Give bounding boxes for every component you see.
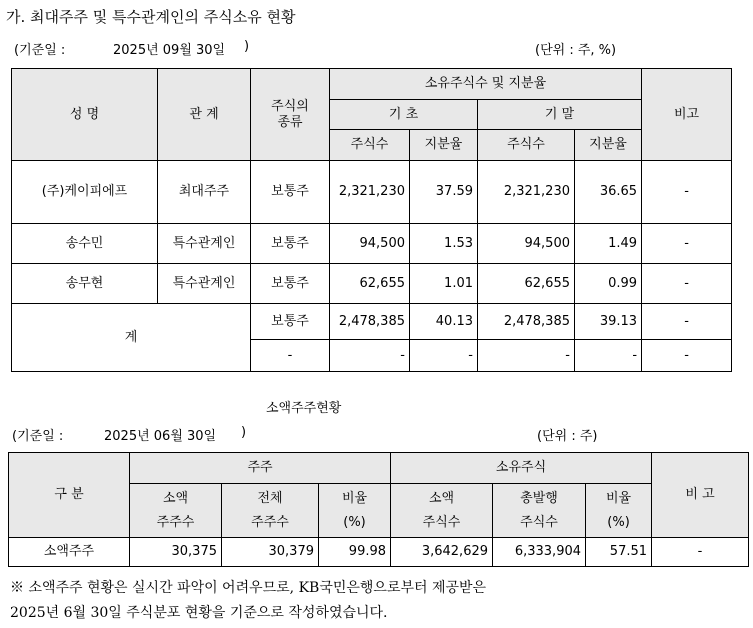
header-begin-shares: 주식수 [330, 130, 410, 161]
cell-note: - [642, 304, 732, 340]
base-date-label-2: (기준일 : [12, 429, 64, 444]
cell-begin-shares: 62,655 [330, 264, 410, 304]
cell-type: - [251, 340, 330, 372]
base-date-2: 2025년 06월 30일 [104, 429, 217, 444]
cell-shares-ratio: 57.51 [586, 538, 652, 567]
header-relation: 관 계 [158, 69, 251, 161]
minor-holders-table [8, 452, 749, 567]
cell-begin-ratio: 1.01 [410, 264, 478, 304]
footnote-line-1: ※ 소액주주 현황은 실시간 파악이 어려우므로, KB국민은행으로부터 제공받은 [10, 580, 487, 596]
header-holders: 주주 [130, 453, 391, 484]
header-begin-ratio: 지분율 [410, 130, 478, 161]
footnote-line-2: 2025년 6월 30일 주식분포 현황을 기준으로 작성하였습니다. [10, 605, 388, 621]
unit-label: (단위 : 주, %) [535, 43, 617, 58]
cell-name: 송수민 [12, 224, 158, 264]
cell-end-shares: 62,655 [478, 264, 575, 304]
header-shares-ratio: 비율 (%) [586, 484, 652, 538]
cell-note: - [642, 161, 732, 224]
header-total-holders: 전체 주주수 [222, 484, 319, 538]
minor-holders-title: 소액주주현황 [266, 401, 342, 416]
table-row [12, 224, 732, 264]
total-row [12, 304, 732, 340]
cell-note: - [642, 264, 732, 304]
base-date-close: ) [244, 39, 250, 54]
section-title: 가. 최대주주 및 특수관계인의 주식소유 현황 [6, 8, 296, 26]
cell-relation: 최대주주 [158, 161, 251, 224]
cell-minor-holders: 30,375 [130, 538, 222, 567]
cell-end-shares: 94,500 [478, 224, 575, 264]
cell-note: - [642, 340, 732, 372]
cell-begin-shares: 2,321,230 [330, 161, 410, 224]
cell-type: 보통주 [251, 304, 330, 340]
cell-name: (주)케이피에프 [12, 161, 158, 224]
cell-end-ratio: 36.65 [575, 161, 642, 224]
header-end-shares: 주식수 [478, 130, 575, 161]
cell-issued-shares: 6,333,904 [493, 538, 586, 567]
base-date: 2025년 09월 30일 [113, 43, 226, 58]
header-minor-holders: 소액 주주수 [130, 484, 222, 538]
header-holders-ratio: 비율 (%) [319, 484, 391, 538]
table-row [12, 264, 732, 304]
header-note: 비고 [642, 69, 732, 161]
header-owned: 소유주식수 및 지분율 [330, 69, 642, 100]
header-category: 구 분 [9, 453, 130, 538]
cell-begin-ratio: 1.53 [410, 224, 478, 264]
cell-category: 소액주주 [9, 538, 130, 567]
header-issued-shares: 총발행 주식수 [493, 484, 586, 538]
cell-begin-ratio: 40.13 [410, 304, 478, 340]
cell-end-shares: - [478, 340, 575, 372]
table-row [12, 161, 732, 224]
cell-note: - [652, 538, 749, 567]
cell-type: 보통주 [251, 224, 330, 264]
cell-begin-ratio: 37.59 [410, 161, 478, 224]
header-minor-shares: 소액 주식수 [391, 484, 493, 538]
base-date-label: (기준일 : [14, 43, 66, 58]
header-end: 기 말 [478, 100, 642, 130]
cell-end-shares: 2,478,385 [478, 304, 575, 340]
cell-end-ratio: 39.13 [575, 304, 642, 340]
shareholder-table [11, 68, 732, 372]
cell-relation: 특수관계인 [158, 264, 251, 304]
cell-end-ratio: 0.99 [575, 264, 642, 304]
table-row [9, 538, 749, 567]
cell-end-shares: 2,321,230 [478, 161, 575, 224]
cell-holders-ratio: 99.98 [319, 538, 391, 567]
header-owned-shares: 소유주식 [391, 453, 652, 484]
cell-type: 보통주 [251, 161, 330, 224]
header-note: 비 고 [652, 453, 749, 538]
header-stock-type: 주식의 종류 [251, 69, 330, 161]
cell-type: 보통주 [251, 264, 330, 304]
header-end-ratio: 지분율 [575, 130, 642, 161]
unit-label-2: (단위 : 주) [537, 429, 598, 444]
cell-begin-ratio: - [410, 340, 478, 372]
cell-name: 송무현 [12, 264, 158, 304]
base-date-close-2: ) [241, 425, 247, 440]
cell-minor-shares: 3,642,629 [391, 538, 493, 567]
cell-begin-shares: - [330, 340, 410, 372]
cell-note: - [642, 224, 732, 264]
cell-begin-shares: 94,500 [330, 224, 410, 264]
cell-relation: 특수관계인 [158, 224, 251, 264]
header-begin: 기 초 [330, 100, 478, 130]
header-name: 성 명 [12, 69, 158, 161]
total-label: 계 [12, 304, 251, 372]
cell-end-ratio: 1.49 [575, 224, 642, 264]
cell-begin-shares: 2,478,385 [330, 304, 410, 340]
cell-total-holders: 30,379 [222, 538, 319, 567]
cell-end-ratio: - [575, 340, 642, 372]
